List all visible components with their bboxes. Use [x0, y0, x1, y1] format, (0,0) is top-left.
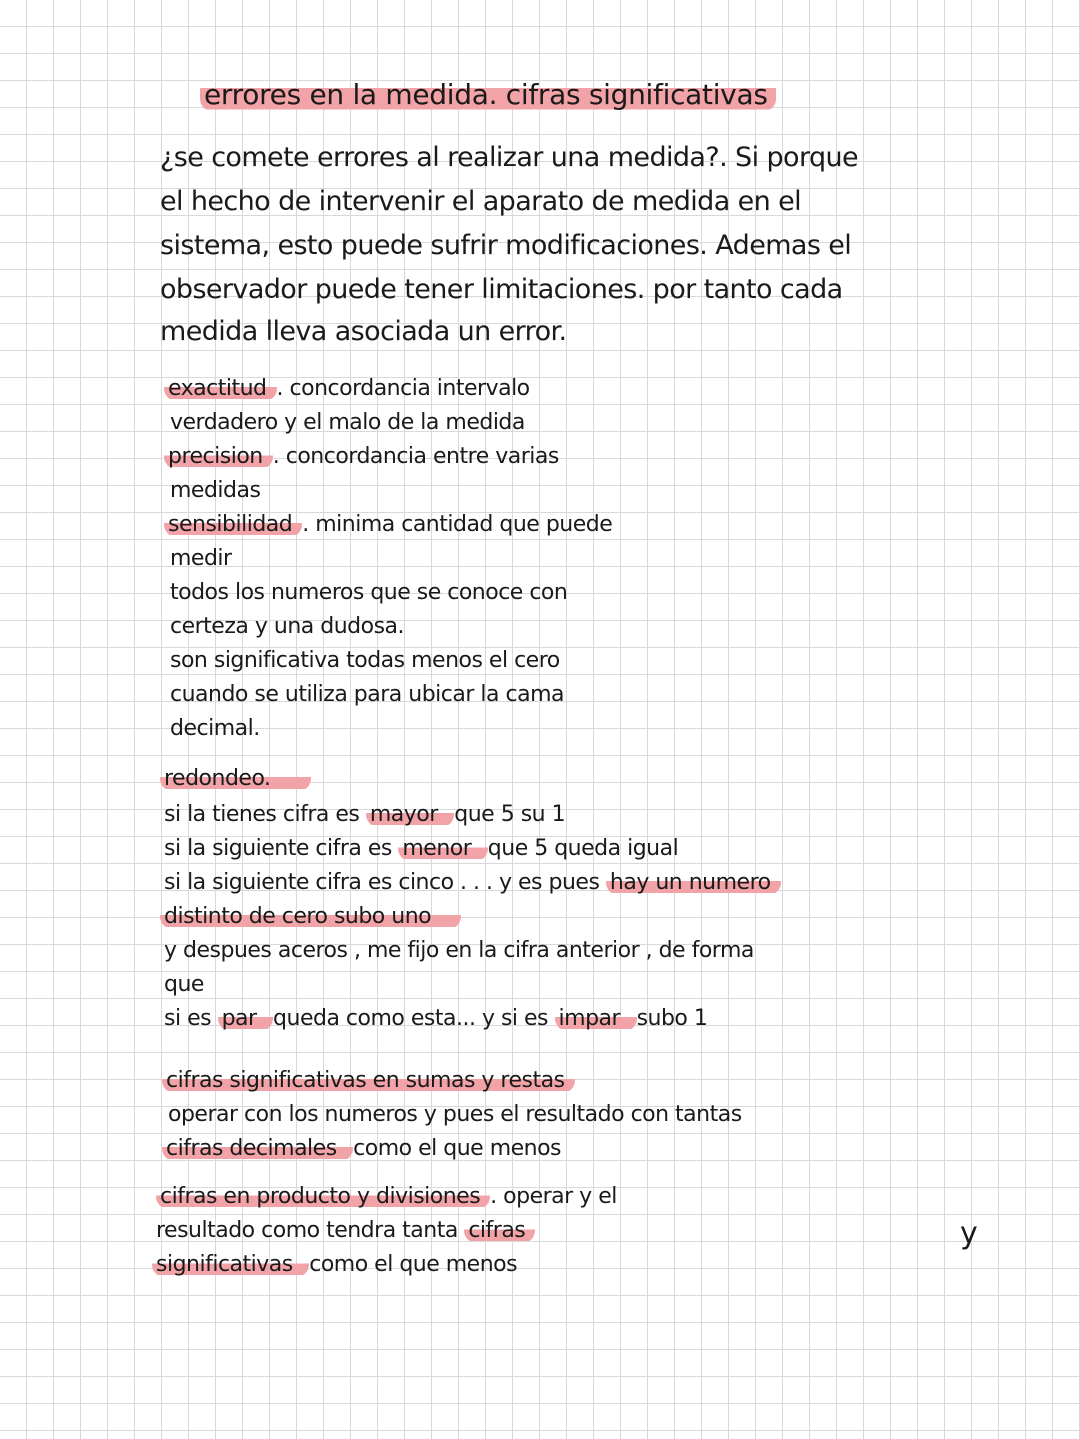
producto-heading-highlight: cifras en producto y divisiones — [156, 1184, 490, 1209]
sumas-heading — [162, 1068, 575, 1093]
redondeo-text: subo 1 — [636, 1006, 708, 1031]
cifras-line: decimal. — [170, 716, 260, 741]
cifras-line: certeza y una dudosa. — [170, 614, 405, 639]
sensibilidad-text: . minima cantidad que puede — [302, 512, 613, 537]
page-title — [200, 78, 776, 111]
sensibilidad-term: sensibilidad — [164, 512, 302, 537]
producto-heading — [156, 1184, 617, 1209]
redondeo-line — [164, 802, 565, 827]
intro-line: observador puede tener limitaciones. por tanto cada — [160, 274, 843, 305]
exactitud-line2: verdadero y el malo de la medida — [170, 410, 525, 435]
sumas-text: como el que menos — [353, 1136, 562, 1161]
menor-highlight: menor — [398, 836, 487, 861]
sensibilidad-line2: medir — [170, 546, 232, 571]
stray-letter: y — [960, 1216, 978, 1251]
sensibilidad-definition — [164, 512, 612, 537]
precision-text: . concordancia entre varias — [272, 444, 559, 469]
precision-line2: medidas — [170, 478, 261, 503]
intro-line: medida lleva asociada un error. — [160, 316, 567, 347]
producto-text: como el que menos — [309, 1252, 518, 1277]
sumas-line — [162, 1136, 561, 1161]
redondeo-text: que 5 queda igual — [487, 836, 679, 861]
exactitud-term: exactitud — [164, 376, 277, 401]
redondeo-heading — [160, 766, 311, 791]
redondeo-text: si la tienes cifra es — [164, 802, 366, 827]
cifras-line: todos los numeros que se conoce con — [170, 580, 568, 605]
distinto-highlight: distinto de cero subo uno — [160, 904, 461, 929]
redondeo-line: que — [164, 972, 204, 997]
decimales-highlight: cifras decimales — [162, 1136, 353, 1161]
impar-highlight: impar — [555, 1006, 637, 1031]
exactitud-text: . concordancia intervalo — [276, 376, 530, 401]
cifras-highlight: cifras — [464, 1218, 535, 1243]
sumas-heading-highlight: cifras significativas en sumas y restas — [162, 1068, 575, 1093]
redondeo-line — [164, 836, 678, 861]
sumas-line: operar con los numeros y pues el resultado con tantas — [168, 1102, 742, 1127]
precision-term: precision — [164, 444, 273, 469]
redondeo-heading-highlight: redondeo. — [160, 766, 311, 791]
cifras-line: cuando se utiliza para ubicar la cama — [170, 682, 564, 707]
redondeo-text: si la siguiente cifra es — [164, 836, 399, 861]
redondeo-line — [164, 870, 781, 895]
precision-definition — [164, 444, 559, 469]
producto-text: . operar y el — [490, 1184, 617, 1209]
redondeo-text: que 5 su 1 — [454, 802, 566, 827]
producto-line — [152, 1252, 517, 1277]
redondeo-line: y despues aceros , me fijo en la cifra anterior , de forma — [164, 938, 754, 963]
intro-line: sistema, esto puede sufrir modificaciones. Ademas el — [160, 230, 852, 261]
redondeo-text: si es — [164, 1006, 218, 1031]
producto-text: resultado como tendra tanta — [156, 1218, 465, 1243]
redondeo-text: si la siguiente cifra es cinco . . . y es pues — [164, 870, 606, 895]
numero-highlight: hay un numero — [606, 870, 781, 895]
par-highlight: par — [218, 1006, 273, 1031]
significativas-highlight: significativas — [152, 1252, 309, 1277]
intro-line: el hecho de intervenir el aparato de medida en el — [160, 186, 802, 217]
exactitud-definition — [164, 376, 530, 401]
redondeo-line — [160, 904, 461, 929]
redondeo-text: queda como esta... y si es — [273, 1006, 555, 1031]
intro-line: ¿se comete errores al realizar una medida?. Si porque — [160, 142, 859, 173]
cifras-line: son significativa todas menos el cero — [170, 648, 560, 673]
redondeo-line — [164, 1006, 707, 1031]
producto-line — [156, 1218, 535, 1243]
title-highlight: errores en la medida. cifras significativas — [200, 78, 776, 111]
mayor-highlight: mayor — [366, 802, 454, 827]
